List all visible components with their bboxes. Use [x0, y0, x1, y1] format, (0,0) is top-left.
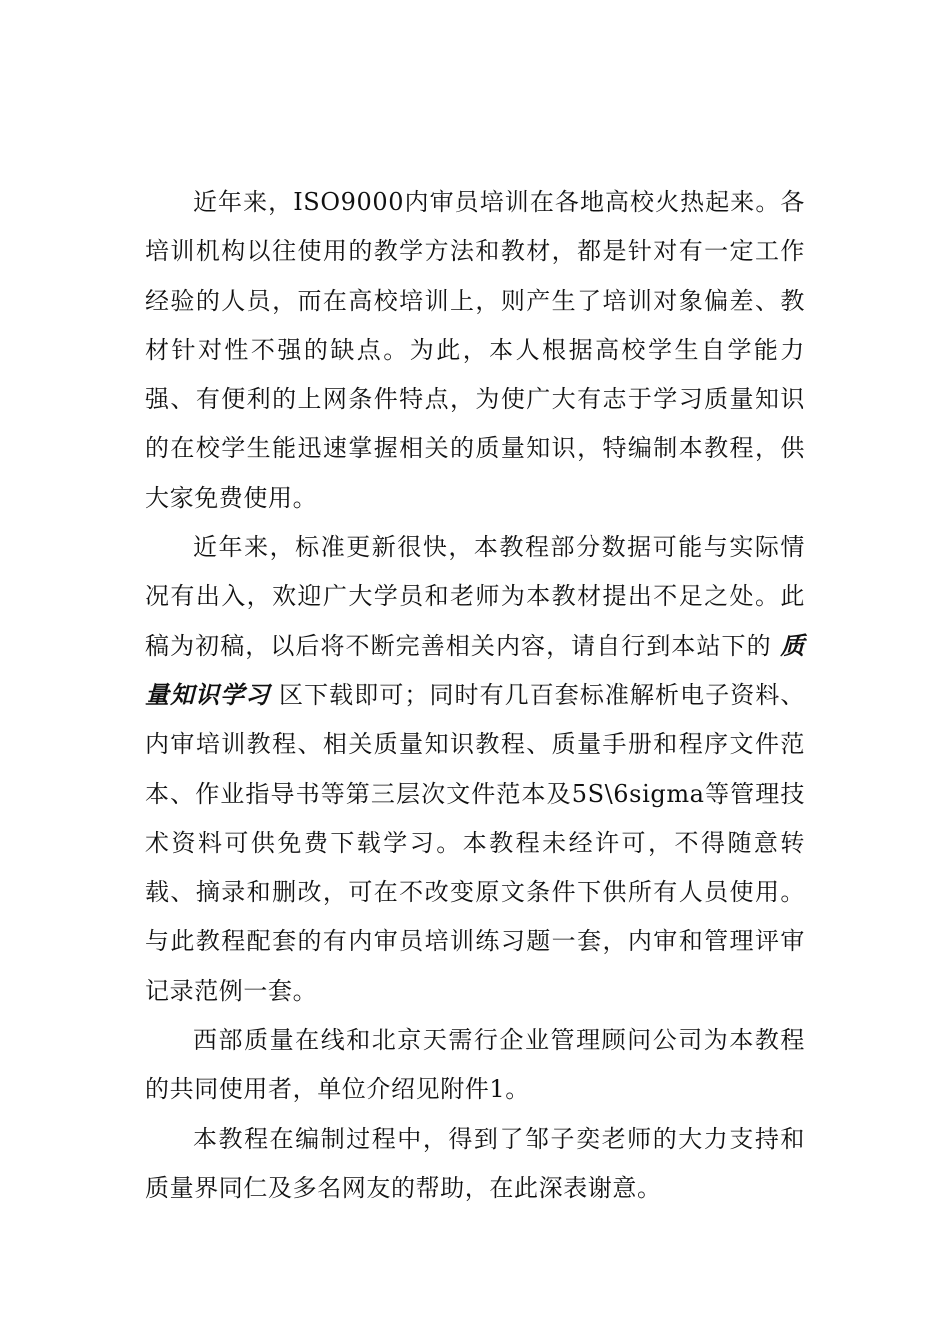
paragraph-notice-text-before: 近年来，标准更新很快，本教程部分数据可能与实际情况有出入，欢迎广大学员和老师为本教材提出不足之处。此稿为初稿，以后将不断完善相关内容，请自行到本站下的: [145, 533, 805, 660]
document-body: [145, 178, 805, 1213]
paragraph-intro: 近年来，ISO9000内审员培训在各地高校火热起来。各培训机构以往使用的教学方法和教材，都是针对有一定工作经验的人员，而在高校培训上，则产生了培训对象偏差、教材针对性不强的缺点。为此，本人根据高校学生自学能力强、有便利的上网条件特点，为使广大有志于学习质量知识的在校学生能迅速掌握相关的质量知识，特编制本教程，供大家免费使用。: [145, 188, 805, 512]
paragraph-notice: [145, 523, 805, 1016]
paragraph-notice-text-after: 区下载即可；同时有几百套标准解析电子资料、内审培训教程、相关质量知识教程、质量手册和程序文件范本、作业指导书等第三层次文件范本及5S\6sigma等管理技术资料可供免费下载学习。本教程未经许可，不得随意转载、摘录和删改，可在不改变原文条件下供所有人员使用。与此教程配套的有内审员培训练习题一套，内审和管理评审记录范例一套。: [145, 680, 806, 1005]
quality-knowledge-section-link[interactable]: 质量知识学习: [145, 631, 805, 709]
paragraph-users: 西部质量在线和北京天需行企业管理顾问公司为本教程的共同使用者，单位介绍见附件1。: [145, 1026, 805, 1104]
paragraph-thanks: 本教程在编制过程中，得到了邹子奕老师的大力支持和质量界同仁及多名网友的帮助，在此深表谢意。: [145, 1124, 805, 1202]
